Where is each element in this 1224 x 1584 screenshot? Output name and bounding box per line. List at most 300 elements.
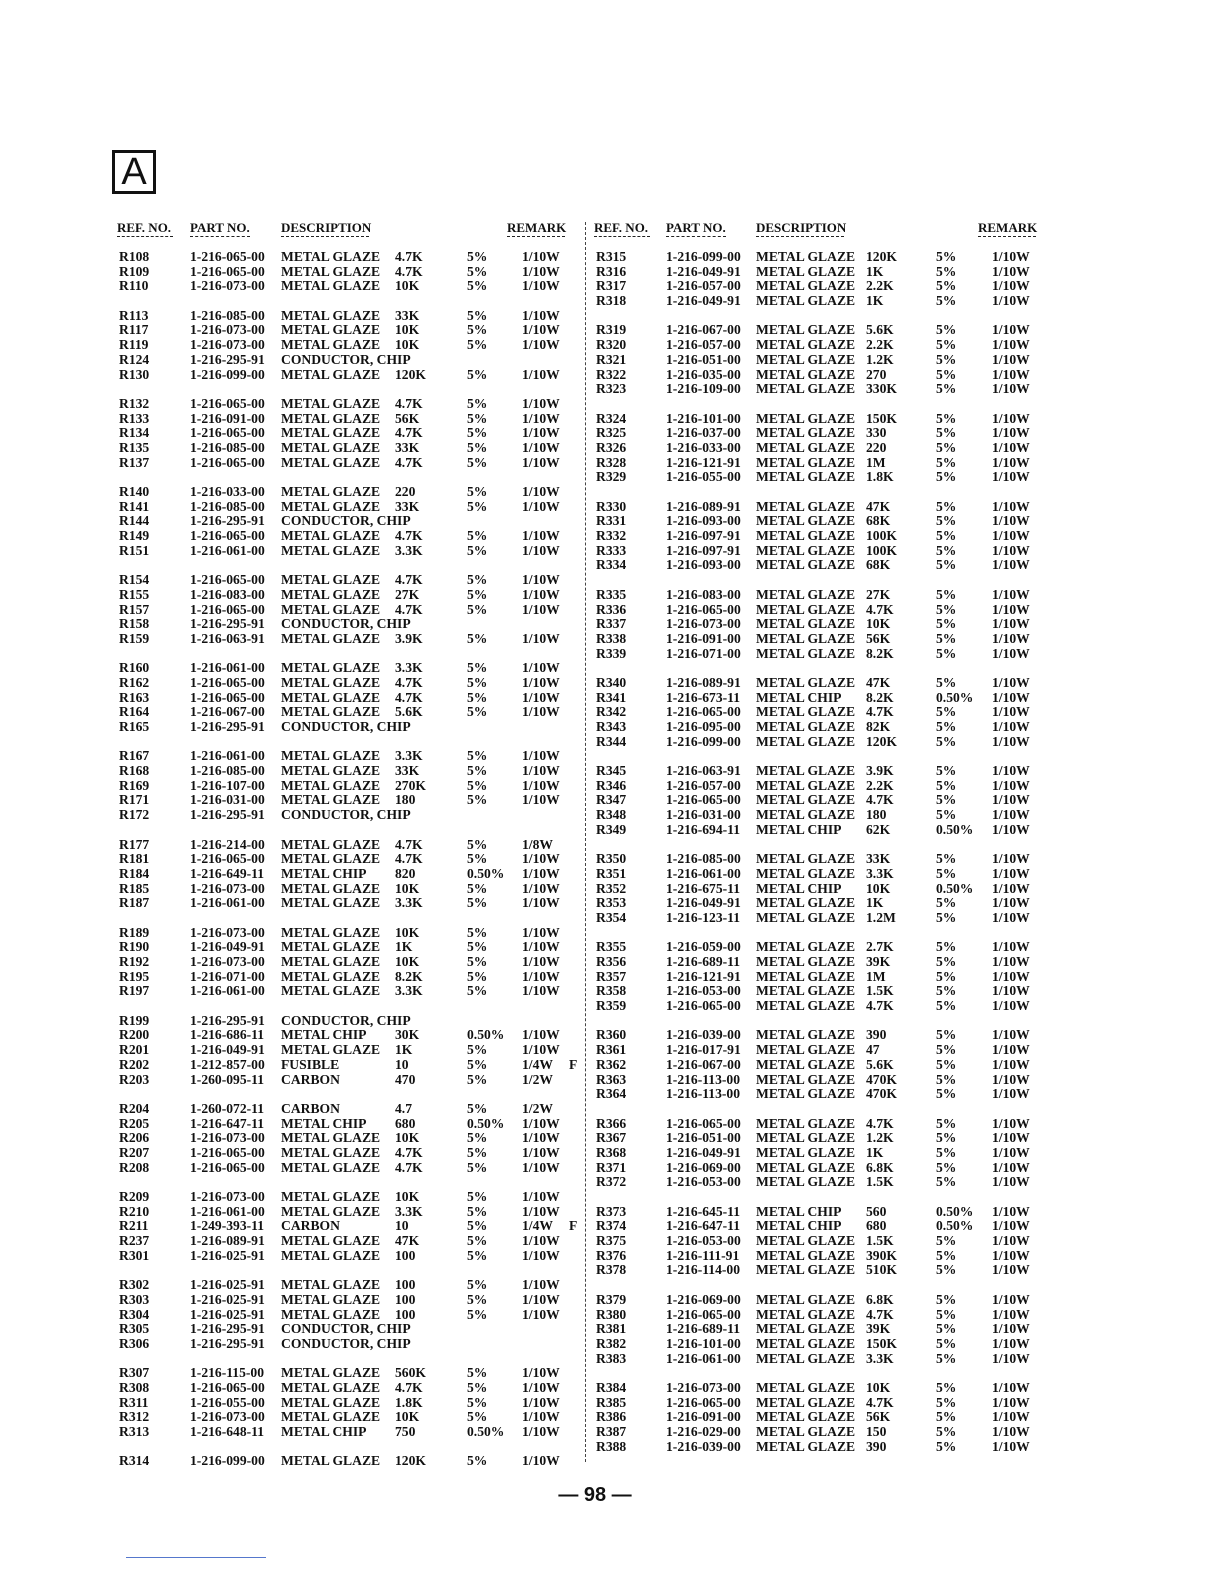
tolerance-cell: 5%	[467, 1277, 488, 1293]
ref-no-cell: R305	[119, 1321, 150, 1337]
description-cell: METAL GLAZE	[281, 366, 381, 382]
value-cell: 390	[866, 1027, 887, 1043]
ref-no-cell: R335	[596, 586, 627, 602]
value-cell: 4.7K	[395, 454, 423, 470]
description-cell: METAL GLAZE	[281, 586, 381, 602]
remark-cell: 1/10W	[992, 1438, 1030, 1454]
table-row	[117, 544, 577, 559]
table-row	[117, 1117, 577, 1132]
table-row	[117, 1073, 577, 1088]
part-no-cell: 1-216-121-91	[666, 454, 741, 470]
ref-no-cell: R202	[119, 1056, 150, 1072]
description-cell: METAL GLAZE	[756, 704, 856, 720]
ref-no-cell: R362	[596, 1056, 627, 1072]
description-cell: METAL GLAZE	[756, 1233, 856, 1249]
remark-cell: 1/10W	[992, 1233, 1030, 1249]
table-row	[594, 353, 1046, 368]
tolerance-cell: 5%	[936, 1071, 957, 1087]
table-row	[594, 1205, 1046, 1220]
description-cell: METAL GLAZE	[281, 777, 381, 793]
value-cell: 2.7K	[866, 939, 894, 955]
tolerance-cell: 5%	[936, 1438, 957, 1454]
tolerance-cell: 5%	[467, 1071, 488, 1087]
description-cell: METAL GLAZE	[281, 1453, 381, 1469]
table-row	[594, 1440, 1046, 1455]
remark-cell: 1/10W	[522, 674, 560, 690]
remark-cell: 1/10W	[992, 1350, 1030, 1366]
part-no-cell: 1-216-114-00	[666, 1262, 741, 1278]
table-row	[594, 1028, 1046, 1043]
tolerance-cell: 5%	[936, 616, 957, 632]
part-no-cell: 1-216-065-00	[666, 1115, 741, 1131]
tolerance-cell: 5%	[936, 1056, 957, 1072]
table-row	[594, 632, 1046, 647]
remark-cell: 1/10W	[992, 1130, 1030, 1146]
ref-no-cell: R171	[119, 792, 150, 808]
tolerance-cell: 0.50%	[467, 1027, 505, 1043]
ref-no-cell: R317	[596, 278, 627, 294]
tolerance-cell: 5%	[467, 572, 488, 588]
description-cell: METAL GLAZE	[281, 454, 381, 470]
tolerance-cell: 5%	[467, 395, 488, 411]
remark-cell: 1/10W	[992, 674, 1030, 690]
description-cell: FUSIBLE	[281, 1056, 340, 1072]
part-no-cell: 1-216-093-00	[666, 557, 741, 573]
tolerance-cell: 5%	[936, 601, 957, 617]
table-row	[594, 544, 1046, 559]
table-row	[594, 676, 1046, 691]
ref-no-cell: R130	[119, 366, 150, 382]
table-row	[594, 911, 1046, 926]
tolerance-cell: 5%	[467, 939, 488, 955]
tolerance-cell: 5%	[936, 1379, 957, 1395]
value-cell: 6.8K	[866, 1291, 894, 1307]
tolerance-cell: 5%	[936, 1306, 957, 1322]
ref-no-cell: R349	[596, 821, 627, 837]
ref-no-cell: R110	[119, 278, 149, 294]
table-row	[117, 940, 577, 955]
ref-no-cell: R168	[119, 763, 150, 779]
part-no-cell: 1-216-017-91	[666, 1042, 741, 1058]
part-no-cell: 1-216-073-00	[666, 1379, 741, 1395]
description-cell: METAL GLAZE	[756, 601, 856, 617]
remark-cell: 1/10W	[522, 777, 560, 793]
description-cell: METAL GLAZE	[756, 542, 856, 558]
remark-cell: 1/10W	[992, 1409, 1030, 1425]
part-no-cell: 1-216-069-00	[666, 1291, 741, 1307]
value-cell: 6.8K	[866, 1159, 894, 1175]
remark-cell: 1/10W	[992, 425, 1030, 441]
value-cell: 4.7K	[866, 1394, 894, 1410]
description-cell: METAL GLAZE	[756, 278, 856, 294]
table-row	[594, 896, 1046, 911]
remark-header: REMARK	[978, 220, 1038, 235]
ref-no-cell: R157	[119, 601, 150, 617]
description-cell: METAL GLAZE	[281, 278, 381, 294]
part-no-cell: 1-216-073-00	[190, 954, 265, 969]
part-no-cell: 1-216-049-91	[666, 895, 741, 911]
ref-no-cell: R379	[596, 1291, 627, 1307]
remark-cell: 1/10W	[992, 645, 1030, 661]
remark-cell: 1/4W	[522, 1056, 553, 1072]
ref-no-cell: R154	[119, 572, 150, 588]
part-no-cell: 1-216-645-11	[666, 1203, 741, 1219]
description-cell: METAL GLAZE	[281, 836, 381, 852]
ref-no-cell: R210	[119, 1203, 150, 1219]
tolerance-cell: 5%	[936, 410, 957, 426]
table-row	[117, 412, 577, 427]
ref-no-cell: R165	[119, 719, 150, 734]
remark-cell: 1/4W	[522, 1218, 553, 1234]
value-cell: 4.7K	[866, 792, 894, 808]
table-row	[594, 1073, 1046, 1088]
ref-no-cell: R378	[596, 1262, 627, 1278]
value-cell: 1.5K	[866, 1174, 894, 1190]
tolerance-cell: 5%	[467, 674, 488, 690]
tolerance-cell: 5%	[467, 586, 488, 602]
remark-cell: 1/10W	[522, 1365, 560, 1381]
tolerance-cell: 5%	[936, 425, 957, 441]
ref-no-cell: R336	[596, 601, 627, 617]
ref-no-cell: R330	[596, 498, 627, 514]
header-underline	[666, 236, 726, 237]
description-cell: METAL GLAZE	[756, 998, 856, 1014]
tolerance-cell: 5%	[467, 836, 488, 852]
ref-no-cell: R192	[119, 954, 150, 969]
remark-cell: 1/10W	[522, 586, 560, 602]
column-divider	[585, 222, 586, 1462]
ref-no-cell: R208	[119, 1159, 150, 1175]
value-cell: 270K	[395, 777, 426, 793]
ref-no-cell: R344	[596, 733, 627, 749]
tolerance-cell: 5%	[467, 366, 488, 382]
table-row	[117, 529, 577, 544]
part-no-cell: 1-216-675-11	[666, 880, 741, 896]
part-no-cell: 1-216-029-00	[666, 1424, 741, 1439]
table-row	[117, 749, 577, 764]
tolerance-cell: 5%	[467, 954, 488, 969]
remark-cell: 1/10W	[992, 807, 1030, 823]
description-cell: METAL CHIP	[281, 1115, 367, 1131]
table-row	[117, 1146, 577, 1161]
ref-no-cell: R360	[596, 1027, 627, 1043]
tolerance-cell: 5%	[936, 278, 957, 294]
ref-no-cell: R155	[119, 586, 150, 602]
description-cell: METAL GLAZE	[756, 851, 856, 867]
part-no-cell: 1-216-673-11	[666, 689, 741, 705]
tolerance-cell: 5%	[936, 513, 957, 529]
value-cell: 10K	[395, 1409, 420, 1425]
description-cell: METAL GLAZE	[281, 1247, 381, 1263]
value-cell: 390K	[866, 1247, 897, 1263]
ref-no-cell: R353	[596, 895, 627, 911]
ref-no-cell: R347	[596, 792, 627, 808]
part-no-cell: 1-216-089-91	[190, 1233, 265, 1249]
table-row	[117, 573, 577, 588]
value-cell: 8.2K	[866, 689, 894, 705]
tolerance-cell: 5%	[936, 351, 957, 367]
table-row	[594, 764, 1046, 779]
description-cell: METAL GLAZE	[756, 1409, 856, 1425]
remark-cell: 1/10W	[992, 1115, 1030, 1131]
tolerance-cell: 5%	[936, 366, 957, 382]
table-row	[594, 1396, 1046, 1411]
table-row	[594, 368, 1046, 383]
ref-no-cell: R205	[119, 1115, 150, 1131]
remark-cell: 1/10W	[522, 263, 560, 279]
description-cell: CONDUCTOR, CHIP	[281, 719, 411, 734]
ref-no-cell: R187	[119, 895, 150, 911]
tolerance-cell: 5%	[936, 704, 957, 720]
table-row	[117, 500, 577, 515]
description-cell: METAL GLAZE	[281, 1159, 381, 1175]
part-no-cell: 1-216-055-00	[666, 469, 741, 485]
description-cell: METAL GLAZE	[756, 263, 856, 279]
value-cell: 2.2K	[866, 278, 894, 294]
tolerance-cell: 5%	[467, 777, 488, 793]
value-cell: 750	[395, 1424, 416, 1439]
ref-no-cell: R207	[119, 1144, 150, 1160]
part-no-cell: 1-216-647-11	[190, 1115, 265, 1131]
tolerance-cell: 5%	[936, 1262, 957, 1278]
remark-cell: 1/10W	[992, 1262, 1030, 1278]
table-row	[594, 1337, 1046, 1352]
description-cell: METAL GLAZE	[756, 939, 856, 955]
tolerance-cell: 0.50%	[936, 1218, 974, 1234]
remark-cell: 1/10W	[522, 1203, 560, 1219]
tolerance-cell: 5%	[467, 1233, 488, 1249]
description-cell: METAL GLAZE	[281, 1233, 381, 1249]
table-row	[117, 603, 577, 618]
tolerance-cell: 5%	[936, 865, 957, 881]
ref-no-cell: R363	[596, 1071, 627, 1087]
description-cell: METAL GLAZE	[756, 351, 856, 367]
part-no-cell: 1-216-107-00	[190, 777, 265, 793]
description-cell: METAL GLAZE	[281, 954, 381, 969]
value-cell: 10K	[866, 880, 891, 896]
description-cell: METAL GLAZE	[756, 249, 856, 264]
part-no-cell: 1-216-295-91	[190, 807, 265, 823]
value-cell: 3.3K	[395, 895, 423, 911]
description-cell: METAL GLAZE	[756, 733, 856, 749]
description-cell: METAL GLAZE	[281, 689, 381, 705]
table-row	[117, 309, 577, 324]
tolerance-cell: 5%	[467, 1218, 488, 1234]
tolerance-cell: 0.50%	[936, 880, 974, 896]
ref-no-cell: R385	[596, 1394, 627, 1410]
description-cell: METAL GLAZE	[281, 968, 381, 984]
table-row	[594, 603, 1046, 618]
table-row	[117, 1381, 577, 1396]
value-cell: 10K	[866, 616, 891, 632]
flag-cell: F	[569, 1218, 578, 1234]
part-no-cell: 1-216-073-00	[190, 337, 265, 353]
ref-no-cell: R343	[596, 719, 627, 734]
part-no-cell: 1-216-694-11	[666, 821, 741, 837]
value-cell: 120K	[866, 733, 897, 749]
description-cell: METAL GLAZE	[756, 1321, 856, 1337]
table-row	[594, 617, 1046, 632]
remark-cell: 1/10W	[522, 1277, 560, 1293]
part-no-cell: 1-216-065-00	[190, 263, 265, 279]
remark-cell: 1/10W	[992, 983, 1030, 999]
part-no-cell: 1-216-037-00	[666, 425, 741, 441]
description-cell: METAL GLAZE	[756, 1027, 856, 1043]
part-no-cell: 1-216-073-00	[190, 1189, 265, 1204]
table-row	[594, 1131, 1046, 1146]
ref-no-cell: R109	[119, 263, 150, 279]
description-cell: METAL CHIP	[281, 1027, 367, 1043]
part-no-cell: 1-216-109-00	[666, 381, 741, 397]
description-cell: METAL GLAZE	[281, 1144, 381, 1160]
remark-cell: 1/10W	[522, 1159, 560, 1175]
part-no-cell: 1-216-065-00	[666, 704, 741, 720]
part-no-cell: 1-216-295-91	[190, 513, 265, 529]
ref-no-cell: R162	[119, 674, 150, 690]
tolerance-cell: 5%	[467, 1453, 488, 1469]
tolerance-cell: 5%	[936, 630, 957, 646]
value-cell: 1.2K	[866, 1130, 894, 1146]
remark-cell: 1/10W	[522, 1130, 560, 1146]
description-cell: METAL GLAZE	[281, 322, 381, 338]
table-row	[594, 1146, 1046, 1161]
value-cell: 1K	[866, 895, 884, 911]
remark-cell: 1/10W	[992, 968, 1030, 984]
part-no-cell: 1-216-033-00	[666, 439, 741, 455]
ref-no-cell: R303	[119, 1291, 150, 1307]
part-no-cell: 1-216-295-91	[190, 1335, 265, 1351]
remark-cell: 1/10W	[522, 1189, 560, 1204]
remark-cell: 1/10W	[992, 381, 1030, 397]
value-cell: 4.7K	[395, 1159, 423, 1175]
ref-no-cell: R141	[119, 498, 150, 514]
description-cell: METAL GLAZE	[756, 381, 856, 397]
value-cell: 1.8K	[866, 469, 894, 485]
value-cell: 1K	[395, 939, 413, 955]
table-row	[117, 1293, 577, 1308]
part-no-cell: 1-216-059-00	[666, 939, 741, 955]
value-cell: 47K	[395, 1233, 420, 1249]
value-cell: 10	[395, 1218, 409, 1234]
remark-cell: 1/10W	[992, 528, 1030, 544]
tolerance-cell: 5%	[936, 1130, 957, 1146]
table-row	[117, 1131, 577, 1146]
ref-no-cell: R366	[596, 1115, 627, 1131]
description-cell: METAL GLAZE	[756, 630, 856, 646]
table-row	[117, 955, 577, 970]
part-no-cell: 1-216-065-00	[190, 528, 265, 544]
value-cell: 1M	[866, 968, 886, 984]
tolerance-cell: 0.50%	[936, 821, 974, 837]
tolerance-cell: 5%	[936, 1247, 957, 1263]
value-cell: 1.2K	[866, 351, 894, 367]
tolerance-cell: 5%	[467, 601, 488, 617]
tolerance-cell: 5%	[467, 1291, 488, 1307]
remark-cell: 1/10W	[992, 1086, 1030, 1102]
tolerance-cell: 5%	[936, 1424, 957, 1439]
remark-cell: 1/10W	[522, 425, 560, 441]
part-no-cell: 1-216-295-91	[190, 719, 265, 734]
description-cell: METAL GLAZE	[756, 1335, 856, 1351]
part-no-cell: 1-216-689-11	[666, 1321, 741, 1337]
description-cell: METAL GLAZE	[756, 322, 856, 338]
part-no-cell: 1-216-061-00	[190, 660, 265, 676]
tolerance-cell: 5%	[936, 337, 957, 353]
ref-no-cell: R324	[596, 410, 627, 426]
value-cell: 5.6K	[866, 322, 894, 338]
table-row	[594, 338, 1046, 353]
value-cell: 3.3K	[866, 1350, 894, 1366]
tolerance-cell: 5%	[936, 1291, 957, 1307]
description-cell: METAL GLAZE	[281, 748, 381, 764]
ref-no-cell: R346	[596, 777, 627, 793]
table-row	[117, 353, 577, 368]
description-cell: METAL GLAZE	[281, 410, 381, 426]
table-row	[117, 1337, 577, 1352]
part-no-cell: 1-216-115-00	[190, 1365, 265, 1381]
value-cell: 2.2K	[866, 337, 894, 353]
value-cell: 39K	[866, 954, 891, 969]
ref-no-cell: R321	[596, 351, 627, 367]
description-cell: METAL GLAZE	[281, 307, 381, 323]
table-row	[117, 691, 577, 706]
description-header: DESCRIPTION	[281, 220, 372, 235]
value-cell: 10	[395, 1056, 409, 1072]
remark-cell: 1/8W	[522, 836, 553, 852]
ref-no-cell: R144	[119, 513, 150, 529]
tolerance-cell: 5%	[936, 498, 957, 514]
value-cell: 10K	[395, 278, 420, 294]
tolerance-cell: 5%	[467, 1379, 488, 1395]
table-row	[117, 793, 577, 808]
description-cell: METAL GLAZE	[281, 939, 381, 955]
tolerance-cell: 5%	[467, 1203, 488, 1219]
description-cell: METAL GLAZE	[281, 1189, 381, 1204]
value-cell: 100K	[866, 528, 897, 544]
tolerance-cell: 5%	[936, 1027, 957, 1043]
table-row	[117, 1043, 577, 1058]
description-cell: METAL GLAZE	[281, 1042, 381, 1058]
remark-cell: 1/10W	[522, 1144, 560, 1160]
remark-cell: 1/10W	[992, 601, 1030, 617]
part-no-cell: 1-216-113-00	[666, 1071, 741, 1087]
part-no-cell: 1-216-089-91	[666, 498, 741, 514]
part-no-cell: 1-216-071-00	[666, 645, 741, 661]
table-row	[117, 1322, 577, 1337]
table-row	[117, 514, 577, 529]
part-no-cell: 1-216-097-91	[666, 528, 741, 544]
parts-column-left	[117, 220, 577, 1469]
ref-no-cell: R159	[119, 630, 150, 646]
part-no-cell: 1-216-089-91	[666, 674, 741, 690]
value-cell: 180	[866, 807, 887, 823]
part-no-cell: 1-216-063-91	[190, 630, 265, 646]
description-cell: METAL GLAZE	[756, 366, 856, 382]
value-cell: 33K	[395, 498, 420, 514]
table-row	[117, 838, 577, 853]
remark-cell: 1/10W	[992, 777, 1030, 793]
tolerance-cell: 5%	[467, 249, 488, 264]
value-cell: 10K	[866, 1379, 891, 1395]
table-row	[594, 470, 1046, 485]
part-no-cell: 1-216-097-91	[666, 542, 741, 558]
part-no-header: PART NO.	[666, 220, 726, 235]
tolerance-cell: 5%	[936, 968, 957, 984]
description-cell: METAL GLAZE	[756, 337, 856, 353]
part-no-cell: 1-216-049-91	[666, 263, 741, 279]
tolerance-cell: 5%	[936, 439, 957, 455]
tolerance-cell: 5%	[467, 1306, 488, 1322]
